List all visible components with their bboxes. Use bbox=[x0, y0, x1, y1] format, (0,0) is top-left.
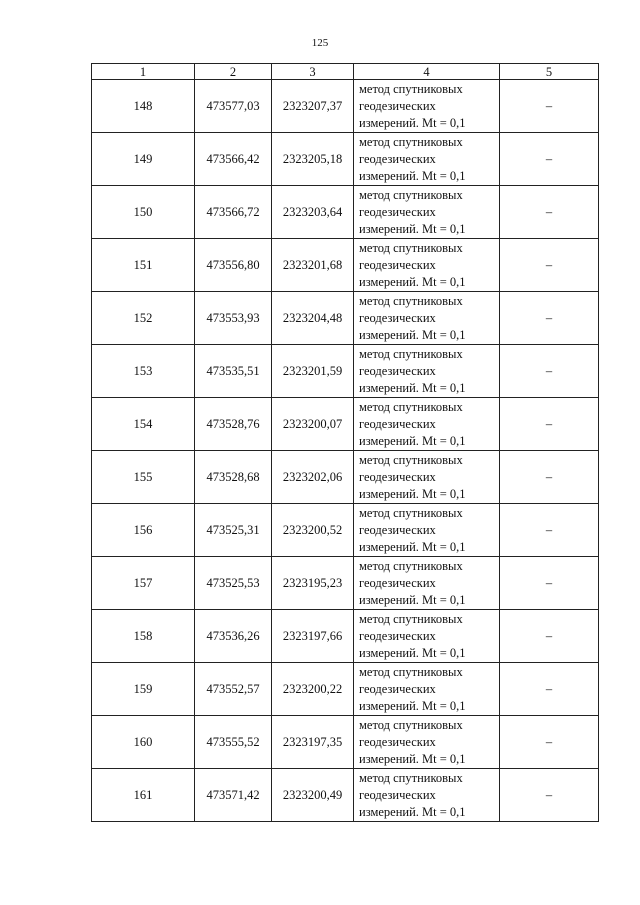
note-cell: – bbox=[500, 504, 599, 557]
column-header-1: 1 bbox=[92, 64, 195, 80]
point-number-cell: 153 bbox=[92, 345, 195, 398]
point-number-cell: 154 bbox=[92, 398, 195, 451]
y-coordinate-cell: 2323201,59 bbox=[272, 345, 354, 398]
method-text-line: метод спутниковых bbox=[359, 452, 463, 467]
method-text-line: измерений. Mt = 0,1 bbox=[359, 327, 466, 342]
method-text-line: метод спутниковых bbox=[359, 346, 463, 361]
y-coordinate-cell: 2323207,37 bbox=[272, 80, 354, 133]
note-cell: – bbox=[500, 451, 599, 504]
method-text-line: измерений. Mt = 0,1 bbox=[359, 804, 466, 819]
table-row bbox=[92, 610, 599, 663]
method-text-line: измерений. Mt = 0,1 bbox=[359, 221, 466, 236]
note-cell: – bbox=[500, 610, 599, 663]
point-number-cell: 156 bbox=[92, 504, 195, 557]
method-text-line: метод спутниковых bbox=[359, 611, 463, 626]
method-text-line: геодезических bbox=[359, 416, 436, 431]
y-coordinate-cell: 2323197,35 bbox=[272, 716, 354, 769]
method-text-line: геодезических bbox=[359, 204, 436, 219]
method-text-line: измерений. Mt = 0,1 bbox=[359, 380, 466, 395]
x-coordinate-cell: 473566,72 bbox=[195, 186, 272, 239]
y-coordinate-cell: 2323195,23 bbox=[272, 557, 354, 610]
method-text-line: измерений. Mt = 0,1 bbox=[359, 539, 466, 554]
method-text-line: измерений. Mt = 0,1 bbox=[359, 592, 466, 607]
method-cell bbox=[354, 716, 500, 769]
point-number-cell: 155 bbox=[92, 451, 195, 504]
note-cell: – bbox=[500, 663, 599, 716]
table-row bbox=[92, 292, 599, 345]
method-cell bbox=[354, 398, 500, 451]
method-text-line: метод спутниковых bbox=[359, 505, 463, 520]
x-coordinate-cell: 473566,42 bbox=[195, 133, 272, 186]
method-text-line: геодезических bbox=[359, 151, 436, 166]
x-coordinate-cell: 473571,42 bbox=[195, 769, 272, 822]
column-header-2: 2 bbox=[195, 64, 272, 80]
table-row bbox=[92, 557, 599, 610]
method-text-line: измерений. Mt = 0,1 bbox=[359, 433, 466, 448]
method-cell bbox=[354, 663, 500, 716]
method-cell bbox=[354, 80, 500, 133]
note-cell: – bbox=[500, 716, 599, 769]
method-cell bbox=[354, 610, 500, 663]
method-text-line: геодезических bbox=[359, 628, 436, 643]
y-coordinate-cell: 2323200,22 bbox=[272, 663, 354, 716]
table-row bbox=[92, 504, 599, 557]
method-text-line: измерений. Mt = 0,1 bbox=[359, 274, 466, 289]
method-text-line: измерений. Mt = 0,1 bbox=[359, 698, 466, 713]
table-row bbox=[92, 398, 599, 451]
table-row bbox=[92, 80, 599, 133]
point-number-cell: 149 bbox=[92, 133, 195, 186]
y-coordinate-cell: 2323205,18 bbox=[272, 133, 354, 186]
y-coordinate-cell: 2323200,49 bbox=[272, 769, 354, 822]
point-number-cell: 152 bbox=[92, 292, 195, 345]
method-text-line: геодезических bbox=[359, 98, 436, 113]
column-header-5: 5 bbox=[500, 64, 599, 80]
method-cell bbox=[354, 186, 500, 239]
method-cell bbox=[354, 557, 500, 610]
x-coordinate-cell: 473555,52 bbox=[195, 716, 272, 769]
method-text-line: геодезических bbox=[359, 681, 436, 696]
note-cell: – bbox=[500, 292, 599, 345]
method-text-line: измерений. Mt = 0,1 bbox=[359, 486, 466, 501]
point-number-cell: 150 bbox=[92, 186, 195, 239]
x-coordinate-cell: 473577,03 bbox=[195, 80, 272, 133]
point-number-cell: 160 bbox=[92, 716, 195, 769]
method-cell bbox=[354, 769, 500, 822]
method-text-line: измерений. Mt = 0,1 bbox=[359, 751, 466, 766]
method-text-line: геодезических bbox=[359, 734, 436, 749]
y-coordinate-cell: 2323197,66 bbox=[272, 610, 354, 663]
note-cell: – bbox=[500, 80, 599, 133]
table-row bbox=[92, 133, 599, 186]
method-text-line: геодезических bbox=[359, 787, 436, 802]
method-text-line: метод спутниковых bbox=[359, 717, 463, 732]
note-cell: – bbox=[500, 557, 599, 610]
table-row bbox=[92, 451, 599, 504]
point-number-cell: 158 bbox=[92, 610, 195, 663]
method-text-line: геодезических bbox=[359, 575, 436, 590]
method-text-line: геодезических bbox=[359, 469, 436, 484]
method-text-line: метод спутниковых bbox=[359, 399, 463, 414]
note-cell: – bbox=[500, 398, 599, 451]
table-row bbox=[92, 663, 599, 716]
point-number-cell: 159 bbox=[92, 663, 195, 716]
method-text-line: измерений. Mt = 0,1 bbox=[359, 115, 466, 130]
table-body bbox=[92, 80, 599, 822]
x-coordinate-cell: 473528,68 bbox=[195, 451, 272, 504]
y-coordinate-cell: 2323204,48 bbox=[272, 292, 354, 345]
y-coordinate-cell: 2323200,52 bbox=[272, 504, 354, 557]
point-number-cell: 157 bbox=[92, 557, 195, 610]
table-row bbox=[92, 239, 599, 292]
x-coordinate-cell: 473535,51 bbox=[195, 345, 272, 398]
method-text-line: метод спутниковых bbox=[359, 293, 463, 308]
method-text-line: метод спутниковых bbox=[359, 558, 463, 573]
method-cell bbox=[354, 133, 500, 186]
column-header-3: 3 bbox=[272, 64, 354, 80]
x-coordinate-cell: 473525,53 bbox=[195, 557, 272, 610]
y-coordinate-cell: 2323203,64 bbox=[272, 186, 354, 239]
method-text-line: геодезических bbox=[359, 310, 436, 325]
method-cell bbox=[354, 451, 500, 504]
method-cell bbox=[354, 345, 500, 398]
table-row bbox=[92, 186, 599, 239]
method-cell bbox=[354, 292, 500, 345]
method-text-line: измерений. Mt = 0,1 bbox=[359, 168, 466, 183]
page-number: 125 bbox=[311, 37, 329, 49]
y-coordinate-cell: 2323202,06 bbox=[272, 451, 354, 504]
table-row bbox=[92, 716, 599, 769]
point-number-cell: 148 bbox=[92, 80, 195, 133]
x-coordinate-cell: 473552,57 bbox=[195, 663, 272, 716]
y-coordinate-cell: 2323201,68 bbox=[272, 239, 354, 292]
method-text-line: метод спутниковых bbox=[359, 770, 463, 785]
y-coordinate-cell: 2323200,07 bbox=[272, 398, 354, 451]
x-coordinate-cell: 473528,76 bbox=[195, 398, 272, 451]
note-cell: – bbox=[500, 239, 599, 292]
note-cell: – bbox=[500, 186, 599, 239]
x-coordinate-cell: 473536,26 bbox=[195, 610, 272, 663]
x-coordinate-cell: 473553,93 bbox=[195, 292, 272, 345]
method-text-line: метод спутниковых bbox=[359, 81, 463, 96]
table-row bbox=[92, 769, 599, 822]
method-cell bbox=[354, 239, 500, 292]
method-cell bbox=[354, 504, 500, 557]
note-cell: – bbox=[500, 133, 599, 186]
method-text-line: метод спутниковых bbox=[359, 664, 463, 679]
method-text-line: геодезических bbox=[359, 257, 436, 272]
point-number-cell: 151 bbox=[92, 239, 195, 292]
note-cell: – bbox=[500, 345, 599, 398]
method-text-line: геодезических bbox=[359, 363, 436, 378]
method-text-line: геодезических bbox=[359, 522, 436, 537]
coordinates-table bbox=[91, 63, 599, 822]
method-text-line: метод спутниковых bbox=[359, 187, 463, 202]
x-coordinate-cell: 473525,31 bbox=[195, 504, 272, 557]
note-cell: – bbox=[500, 769, 599, 822]
table-header-row bbox=[92, 64, 599, 80]
method-text-line: измерений. Mt = 0,1 bbox=[359, 645, 466, 660]
method-text-line: метод спутниковых bbox=[359, 240, 463, 255]
point-number-cell: 161 bbox=[92, 769, 195, 822]
method-text-line: метод спутниковых bbox=[359, 134, 463, 149]
x-coordinate-cell: 473556,80 bbox=[195, 239, 272, 292]
column-header-4: 4 bbox=[354, 64, 500, 80]
table-row bbox=[92, 345, 599, 398]
